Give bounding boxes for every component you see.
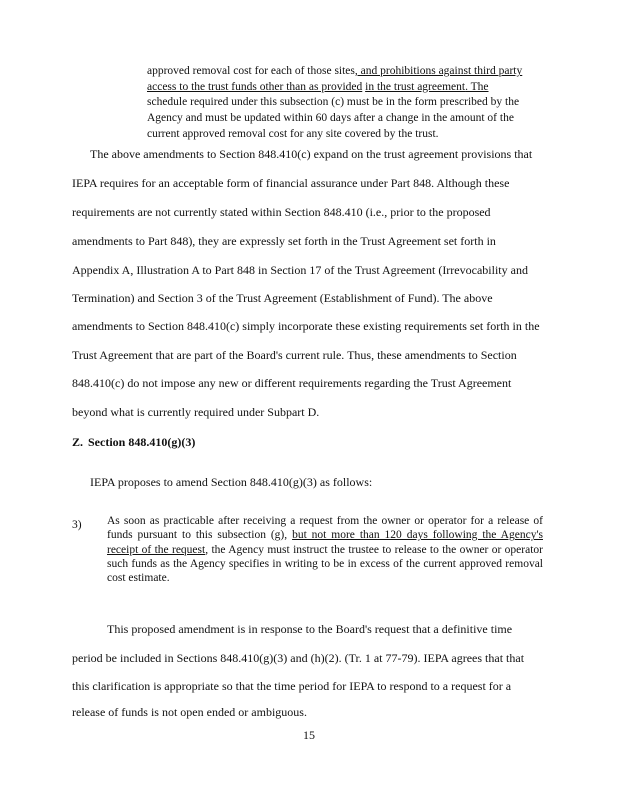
paragraph-line: amendments to Section 848.410(c) simply incorporate these existing requirements set forth in the bbox=[72, 319, 540, 333]
paragraph-line: release of funds is not open ended or ambiguous. bbox=[72, 705, 307, 719]
rule-text: As soon as practicable after receiving a request from the owner or operator for a release of funds pursuant to this subsection (g), bbox=[107, 515, 543, 542]
section-heading bbox=[72, 435, 195, 450]
rule-text: , the Agency must instruct the trustee to release to the owner or operator such funds as the Agency specifies in writing to be in excess of the current approved removal cost estimate. bbox=[107, 543, 543, 585]
quote-line: current approved removal cost for any site covered by the trust. bbox=[147, 127, 439, 140]
page-number: 15 bbox=[303, 728, 315, 742]
paragraph-line: Termination) and Section 3 of the Trust Agreement (Establishment of Fund). The above bbox=[72, 291, 493, 305]
paragraph-line: period be included in Sections 848.410(g)(3) and (h)(2). (Tr. 1 at 77-79). IEPA agrees that that bbox=[72, 651, 525, 665]
quoted-rule-text bbox=[147, 64, 543, 143]
quote-line: Agency and must be updated within 60 days after a change in the amount of the bbox=[147, 112, 514, 125]
paragraph-line: This proposed amendment is in response to the Board's request that a definitive time bbox=[107, 622, 513, 636]
quote-line bbox=[147, 64, 543, 80]
section-letter: Z. bbox=[72, 435, 84, 449]
quote-line bbox=[147, 80, 543, 96]
rule-underlined-text: but not more than 120 days following the Agency's receipt of the request bbox=[107, 529, 543, 556]
proposed-rule-text bbox=[107, 514, 543, 585]
proposal-intro: IEPA proposes to amend Section 848.410(g)(3) as follows: bbox=[90, 475, 373, 489]
paragraph-line: IEPA requires for an acceptable form of financial assurance under Part 848. Although these bbox=[72, 176, 510, 190]
paragraph-line: The above amendments to Section 848.410(c) expand on the trust agreement provisions that bbox=[90, 147, 533, 161]
paragraph-line: this clarification is appropriate so that the time period for IEPA to respond to a request for a bbox=[72, 679, 512, 693]
section-title: Section 848.410(g)(3) bbox=[88, 435, 196, 449]
paragraph-line: amendments to Part 848), they are expressly set forth in the Trust Agreement set forth in bbox=[72, 234, 496, 248]
quote-underlined-text: in the trust agreement bbox=[365, 80, 466, 93]
item-number: 3) bbox=[72, 519, 82, 531]
quote-underlined-text: , and prohibitions against third party bbox=[354, 65, 523, 77]
paragraph-line: Trust Agreement that are part of the Board's current rule. Thus, these amendments to Section bbox=[72, 348, 517, 362]
quote-line: schedule required under this subsection (c) must be in the form prescribed by the bbox=[147, 96, 520, 109]
quote-underlined-text: access to the trust funds other than as provided bbox=[147, 80, 363, 93]
paragraph-line: beyond what is currently required under Subpart D. bbox=[72, 405, 320, 419]
quote-text: approved removal cost for each of those sites bbox=[147, 65, 355, 77]
quote-underlined-text: . The bbox=[465, 80, 489, 93]
paragraph-line: 848.410(c) do not impose any new or different requirements regarding the Trust Agreement bbox=[72, 376, 512, 390]
paragraph-line: requirements are not currently stated within Section 848.410 (i.e., prior to the proposed bbox=[72, 205, 491, 219]
paragraph-line: Appendix A, Illustration A to Part 848 in Section 17 of the Trust Agreement (Irrevocability and bbox=[72, 263, 528, 277]
